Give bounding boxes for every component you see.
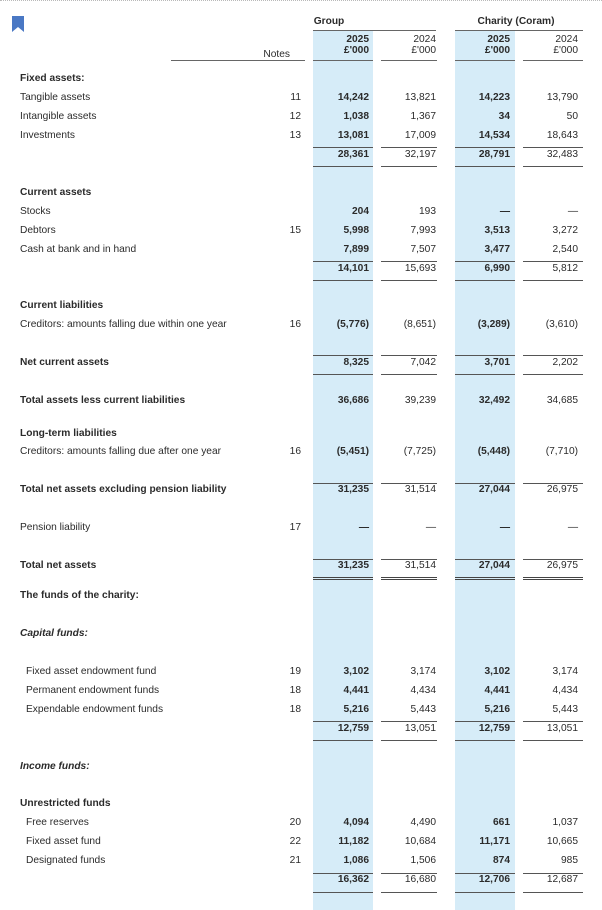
subtotal-rule [455,261,515,262]
cell-g25: 11,182 [338,836,369,847]
row-label: Permanent endowment funds [26,685,160,696]
cell-c24: 18,643 [546,130,578,141]
cell-c24: (3,610) [545,319,578,330]
charity-2025-highlight [455,30,515,910]
row-label: Income funds: [20,761,90,772]
subtotal-rule [381,873,437,874]
cell-g25: 204 [352,206,369,217]
cell-g24: 15,693 [404,263,436,274]
cell-g25: 5,216 [343,704,369,715]
cell-g24: 32,197 [404,149,436,160]
row-label: Designated funds [26,855,106,866]
subtotal-rule [455,721,515,722]
cell-g24: 17,009 [404,130,436,141]
subtotal-rule [313,892,373,893]
cell-g24: 193 [419,206,436,217]
cell-c24: (7,710) [545,446,578,457]
cell-c25: 28,791 [478,149,510,160]
row-note: 15 [289,225,301,236]
cell-g25: 16,362 [337,874,369,885]
subtotal-rule [455,280,515,281]
cell-c25: 3,701 [484,357,510,368]
group-2025-year: 2025 [346,34,369,45]
subtotal-rule [455,892,515,893]
group-2025-header-rule [313,60,373,61]
charity-2024-header-rule [523,60,583,61]
subtotal-rule [523,280,583,281]
cell-g24: 16,680 [404,874,436,885]
cell-g24: — [425,522,436,533]
subtotal-rule [381,721,437,722]
cell-c25: — [499,522,510,533]
row-label: Creditors: amounts falling due after one year [20,446,222,457]
cell-g24: 31,514 [404,560,436,571]
cell-g24: 1,367 [410,111,436,122]
cell-g25: 4,441 [343,685,369,696]
cell-g24: 1,506 [410,855,436,866]
row-note: 11 [290,92,301,103]
charity-2025-unit: £'000 [484,45,510,56]
group-2024-year: 2024 [413,34,436,45]
row-label: Unrestricted funds [20,798,111,809]
cell-g25: 31,235 [337,560,369,571]
cell-c25: 3,102 [484,666,510,677]
subtotal-rule [455,166,515,167]
subtotal-rule [313,483,373,484]
cell-c24: 34,685 [546,395,578,406]
row-note: 19 [289,666,301,677]
subtotal-rule [381,892,437,893]
top-border [0,0,602,1]
group-2024-header-rule [381,60,437,61]
charity-header: Charity (Coram) [477,16,555,27]
row-note: 18 [289,685,301,696]
cell-c24: 26,975 [546,484,578,495]
subtotal-rule [455,483,515,484]
row-label: Current assets [20,187,92,198]
subtotal-rule [313,147,373,148]
cell-c24: 5,812 [552,263,578,274]
row-note: 16 [289,446,301,457]
cell-c25: 14,223 [478,92,510,103]
cell-c25: 874 [493,855,510,866]
subtotal-rule [313,873,373,874]
cell-g25: 28,361 [337,149,369,160]
cell-g24: 4,434 [410,685,436,696]
cell-c25: 12,706 [478,874,510,885]
row-note: 16 [289,319,301,330]
row-label: Capital funds: [20,628,88,639]
cell-g25: 3,102 [343,666,369,677]
row-label: Net current assets [20,357,109,368]
cell-g25: 1,086 [343,855,369,866]
cell-g25: 5,998 [343,225,369,236]
subtotal-rule [381,740,437,741]
cell-c24: 5,443 [552,704,578,715]
row-note: 22 [289,836,301,847]
subtotal-rule [313,559,373,560]
row-label: Pension liability [20,522,91,533]
group-2024-unit: £'000 [411,45,436,56]
subtotal-rule [523,483,583,484]
cell-g25: 12,759 [337,723,369,734]
cell-c24: 985 [561,855,578,866]
cell-g24: 4,490 [410,817,436,828]
cell-g24: 7,042 [410,357,436,368]
group-header-rule [313,30,436,31]
cell-g24: 3,174 [410,666,436,677]
cell-c24: 3,174 [552,666,578,677]
subtotal-rule [455,374,515,375]
row-label: Debtors [20,225,56,236]
subtotal-rule [313,740,373,741]
group-2025-unit: £'000 [343,45,369,56]
row-label: Investments [20,130,75,141]
cell-c25: 661 [493,817,510,828]
row-label: Fixed assets: [20,73,85,84]
row-label: Total assets less current liabilities [20,395,186,406]
cell-c24: — [567,206,578,217]
subtotal-rule [313,721,373,722]
subtotal-rule [523,892,583,893]
cell-c25: 34 [498,111,510,122]
cell-c25: (5,448) [477,446,510,457]
cell-c25: 5,216 [484,704,510,715]
cell-c25: 4,441 [484,685,510,696]
subtotal-rule [523,166,583,167]
cell-g25: 4,094 [343,817,369,828]
double-total-rule [523,577,583,580]
row-label: Tangible assets [20,92,91,103]
cell-c24: 2,202 [552,357,578,368]
cell-c25: 12,759 [478,723,510,734]
charity-2025-header-rule [455,60,515,61]
cell-g24: 13,051 [404,723,436,734]
subtotal-rule [455,147,515,148]
row-label: Fixed asset fund [26,836,101,847]
cell-g25: 13,081 [337,130,369,141]
cell-g25: 36,686 [337,395,369,406]
subtotal-rule [381,483,437,484]
subtotal-rule [455,740,515,741]
double-total-rule [313,577,373,580]
notes-header-rule [171,60,305,61]
cell-c25: 3,477 [484,244,510,255]
subtotal-rule [523,721,583,722]
subtotal-rule [381,280,437,281]
row-label: Current liabilities [20,300,104,311]
subtotal-rule [523,740,583,741]
cell-c24: 50 [566,111,578,122]
subtotal-rule [523,374,583,375]
cell-c24: 13,790 [546,92,578,103]
row-label: Free reserves [26,817,89,828]
row-note: 20 [289,817,301,828]
cell-g25: 31,235 [337,484,369,495]
subtotal-rule [455,873,515,874]
subtotal-rule [523,147,583,148]
cell-c24: — [567,522,578,533]
subtotal-rule [455,559,515,560]
row-note: 12 [289,111,301,122]
subtotal-rule [381,374,437,375]
subtotal-rule [381,355,437,356]
charity-2025-year: 2025 [487,34,510,45]
charity-2024-year: 2024 [555,34,578,45]
row-note: 13 [289,130,301,141]
row-label: Stocks [20,206,51,217]
row-note: 18 [289,704,301,715]
cell-c24: 13,051 [546,723,578,734]
cell-g24: 7,507 [410,244,436,255]
subtotal-rule [381,559,437,560]
cell-c24: 26,975 [546,560,578,571]
cell-c24: 10,665 [546,836,578,847]
subtotal-rule [523,559,583,560]
row-note: 21 [289,855,301,866]
cell-g25: — [358,522,369,533]
charity-header-rule [455,30,583,31]
cell-c25: 14,534 [478,130,510,141]
subtotal-rule [381,147,437,148]
charity-2024-unit: £'000 [553,45,578,56]
cell-g25: 8,325 [343,357,369,368]
row-note: 17 [289,522,301,533]
subtotal-rule [313,261,373,262]
cell-c25: 27,044 [478,484,510,495]
cell-c24: 2,540 [552,244,578,255]
subtotal-rule [381,261,437,262]
cell-c25: 3,513 [484,225,510,236]
row-label: Creditors: amounts falling due within one year [20,319,227,330]
subtotal-rule [523,873,583,874]
cell-g24: 7,993 [410,225,436,236]
subtotal-rule [523,355,583,356]
cell-c24: 3,272 [552,225,578,236]
double-total-rule [381,577,437,580]
subtotal-rule [523,261,583,262]
cell-g24: 31,514 [404,484,436,495]
subtotal-rule [455,355,515,356]
cell-c24: 32,483 [546,149,578,160]
cell-g25: 7,899 [343,244,369,255]
row-label: Total net assets excluding pension liability [20,484,227,495]
subtotal-rule [313,374,373,375]
row-label: Fixed asset endowment fund [26,666,157,677]
subtotal-rule [381,166,437,167]
cell-g25: (5,451) [336,446,369,457]
cell-g24: 39,239 [404,395,436,406]
notes-header: Notes [263,49,290,60]
cell-c25: (3,289) [477,319,510,330]
row-label: Cash at bank and in hand [20,244,137,255]
cell-g24: (7,725) [403,446,436,457]
cell-g25: 14,101 [337,263,369,274]
bookmark-icon[interactable] [12,16,24,32]
cell-c25: 11,171 [479,836,510,847]
cell-c24: 4,434 [552,685,578,696]
row-label: Expendable endowment funds [26,704,164,715]
cell-c25: 32,492 [478,395,510,406]
group-2025-highlight [313,30,373,910]
subtotal-rule [313,166,373,167]
row-label: Intangible assets [20,111,97,122]
cell-g25: (5,776) [336,319,369,330]
cell-g25: 14,242 [337,92,369,103]
subtotal-rule [313,355,373,356]
cell-c25: 6,990 [484,263,510,274]
cell-c24: 1,037 [552,817,578,828]
cell-g24: 5,443 [410,704,436,715]
cell-g25: 1,038 [343,111,369,122]
cell-g24: 13,821 [404,92,436,103]
row-label: The funds of the charity: [20,590,139,601]
group-header: Group [313,16,345,27]
cell-g24: 10,684 [404,836,436,847]
row-label: Total net assets [20,560,97,571]
cell-g24: (8,651) [403,319,436,330]
double-total-rule [455,577,515,580]
row-label: Long-term liabilities [20,428,117,439]
cell-c25: — [499,206,510,217]
cell-c25: 27,044 [478,560,510,571]
cell-c24: 12,687 [546,874,578,885]
subtotal-rule [313,280,373,281]
